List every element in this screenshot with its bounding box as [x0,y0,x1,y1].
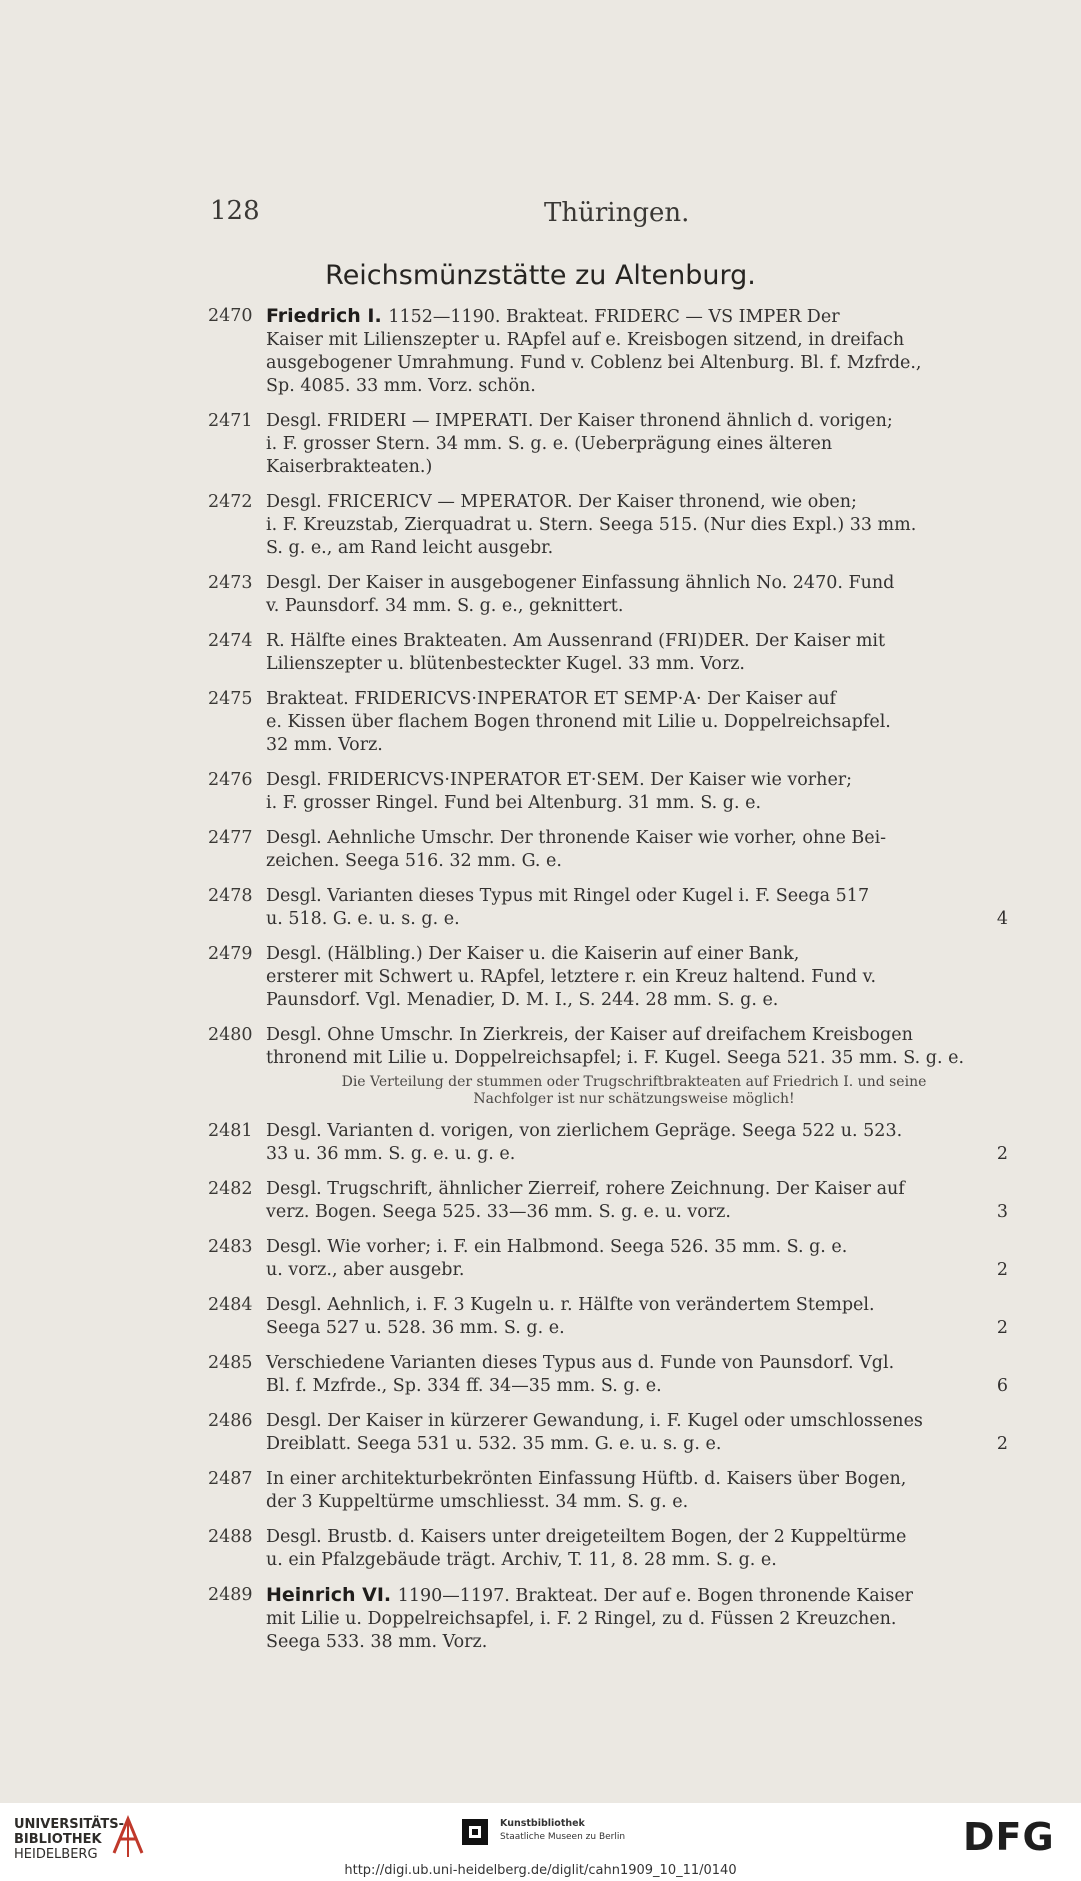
entry-line: Kaiser mit Lilienszepter u. RApfel auf e. Kreisbogen sitzend, in dreifach [266,330,905,350]
entry-line: Seega 533. 38 mm. Vorz. [266,1632,488,1652]
entry-line: Desgl. Varianten dieses Typus mit Ringel oder Kugel i. F. Seega 517 [266,886,870,906]
entry-price: 3 [996,1202,1008,1222]
entry-number: 2478 [208,886,253,906]
entry-line: zeichen. Seega 516. 32 mm. G. e. [266,851,562,871]
library-name-line: HEIDELBERG [14,1847,98,1862]
entry-line: Desgl. FRICERICV — MPERATOR. Der Kaiser thronend, wie oben; [266,492,857,512]
entry-number: 2474 [208,631,253,651]
ub-logo-icon [106,1813,150,1859]
entry-line: i. F. grosser Stern. 34 mm. S. g. e. (Ueberprägung eines älteren [266,434,833,454]
entry-number: 2484 [208,1295,253,1315]
catalog-entry [208,1294,1008,1340]
entry-line: Desgl. Aehnliche Umschr. Der thronende Kaiser wie vorher, ohne Bei- [266,828,887,848]
entry-text [266,1410,1008,1456]
entry-price: 6 [996,1376,1008,1396]
entry-line: verz. Bogen. Seega 525. 33—36 mm. S. g. e. u. vorz. 3 [266,1202,1008,1222]
entry-number: 2488 [208,1527,253,1547]
entry-line: Desgl. Trugschrift, ähnlicher Zierreif, rohere Zeichnung. Der Kaiser auf [266,1179,905,1199]
catalog-entry [208,410,1008,479]
entry-price: 2 [996,1434,1008,1454]
entry-number: 2485 [208,1353,253,1373]
entry-number: 2487 [208,1469,253,1489]
catalog-entry [208,827,1008,873]
entry-line: u. 518. G. e. u. s. g. e. 4 [266,909,1008,929]
entry-number: 2482 [208,1179,253,1199]
library-name-line: BIBLIOTHEK [14,1832,102,1847]
entry-text [266,688,1008,757]
entry-line: Sp. 4085. 33 mm. Vorz. schön. [266,376,536,396]
catalog-entry [208,688,1008,757]
entry-line: thronend mit Lilie u. Doppelreichsapfel; i. F. Kugel. Seega 521. 35 mm. S. g. e. [266,1048,965,1068]
entry-line: Heinrich VI. 1190—1197. Brakteat. Der auf e. Bogen thronende Kaiser [266,1584,914,1606]
entry-number: 2489 [208,1585,253,1605]
entry-line: v. Paunsdorf. 34 mm. S. g. e., geknittert. [266,596,624,616]
catalog-entry [208,305,1008,398]
entry-line: Desgl. Varianten d. vorigen, von zierlichem Gepräge. Seega 522 u. 523. [266,1121,903,1141]
entry-text [266,1120,1008,1166]
catalog-entry [208,1584,1008,1654]
entry-line: Desgl. Ohne Umschr. In Zierkreis, der Kaiser auf dreifachem Kreisbogen [266,1025,913,1045]
entry-text [266,305,1008,398]
entry-text [266,1236,1008,1282]
section-title: Reichsmünzstätte zu Altenburg. [325,260,756,291]
entry-line: u. ein Pfalzgebäude trägt. Archiv, T. 11, 8. 28 mm. S. g. e. [266,1550,777,1570]
entry-text [266,1526,1008,1572]
entry-line: Kaiserbrakteaten.) [266,457,433,477]
entry-price: 4 [996,909,1008,929]
entry-line: Seega 527 u. 528. 36 mm. S. g. e. 2 [266,1318,1008,1338]
catalog-entries [208,305,1008,1666]
catalog-entry [208,630,1008,676]
entry-line: Desgl. Der Kaiser in ausgebogener Einfassung ähnlich No. 2470. Fund [266,573,895,593]
catalog-entry [208,1024,1008,1108]
entry-text [266,885,1008,931]
catalog-entry [208,769,1008,815]
entry-line: Bl. f. Mzfrde., Sp. 334 ff. 34—35 mm. S. g. e. 6 [266,1376,1008,1396]
page-header [210,196,1010,236]
entry-text [266,1024,1008,1070]
entry-line: Dreiblatt. Seega 531 u. 532. 35 mm. G. e. u. s. g. e. 2 [266,1434,1008,1454]
entry-number: 2473 [208,573,253,593]
catalog-entry [208,1468,1008,1514]
entry-line: Desgl. FRIDERI — IMPERATI. Der Kaiser thronend ähnlich d. vorigen; [266,411,893,431]
kunstbibliothek-text [500,1817,700,1844]
entry-number: 2476 [208,770,253,790]
page-number: 128 [210,196,260,226]
entry-line: Verschiedene Varianten dieses Typus aus d. Funde von Paunsdorf. Vgl. [266,1353,895,1373]
entry-line: 32 mm. Vorz. [266,735,383,755]
entry-text [266,630,1008,676]
entry-number: 2471 [208,411,253,431]
entry-text [266,1584,1008,1654]
entry-text [266,943,1008,1012]
permalink-url[interactable]: http://digi.ub.uni-heidelberg.de/diglit/cahn1909_10_11/0140 [344,1863,737,1878]
catalog-entry [208,1178,1008,1224]
kb-name: Kunstbibliothek [500,1818,585,1829]
catalog-entry [208,1526,1008,1572]
catalog-entry [208,572,1008,618]
library-name-line: UNIVERSITÄTS- [14,1817,124,1832]
footnote: Die Verteilung der stummen oder Trugschriftbrakteaten auf Friedrich I. und seine Nachfolger ist nur schätzungsweise möglich! [341,1074,927,1107]
entry-number: 2480 [208,1025,253,1045]
ruler-name: Heinrich VI. [266,1584,398,1606]
catalog-entry [208,491,1008,560]
ruler-name: Friedrich I. [266,305,389,327]
entry-number: 2470 [208,306,253,326]
entry-line: der 3 Kuppeltürme umschliesst. 34 mm. S. g. e. [266,1492,689,1512]
entry-line: Desgl. (Hälbling.) Der Kaiser u. die Kaiserin auf einer Bank, [266,944,800,964]
entry-line: S. g. e., am Rand leicht ausgebr. [266,538,554,558]
entry-line: Friedrich I. 1152—1190. Brakteat. FRIDERC — VS IMPER Der [266,305,840,327]
entry-line: Desgl. Brustb. d. Kaisers unter dreigeteiltem Bogen, der 2 Kuppeltürme [266,1527,907,1547]
entry-line: e. Kissen über flachem Bogen thronend mit Lilie u. Doppelreichsapfel. [266,712,891,732]
entry-line: In einer architekturbekrönten Einfassung Hüftb. d. Kaisers über Bogen, [266,1469,907,1489]
entry-line: u. vorz., aber ausgebr. 2 [266,1260,1008,1280]
footer-bar [0,1803,1081,1881]
catalog-entry [208,1236,1008,1282]
entry-line: i. F. grosser Ringel. Fund bei Altenburg. 31 mm. S. g. e. [266,793,762,813]
entry-text [266,1352,1008,1398]
entry-price: 2 [996,1318,1008,1338]
entry-line: 33 u. 36 mm. S. g. e. u. g. e. 2 [266,1144,1008,1164]
entry-number: 2486 [208,1411,253,1431]
catalog-entry [208,943,1008,1012]
entry-text [266,572,1008,618]
entry-text [266,410,1008,479]
catalog-entry [208,1120,1008,1166]
entry-text [266,1294,1008,1340]
entry-number: 2481 [208,1121,253,1141]
entry-number: 2479 [208,944,253,964]
entry-line: Brakteat. FRIDERICVS·INPERATOR ET SEMP·A· Der Kaiser auf [266,689,836,709]
entry-line: R. Hälfte eines Brakteaten. Am Aussenrand (FRI)DER. Der Kaiser mit [266,631,886,651]
entry-text [266,1468,1008,1514]
catalog-entry [208,1410,1008,1456]
entry-number: 2483 [208,1237,253,1257]
entry-line: Desgl. Der Kaiser in kürzerer Gewandung, i. F. Kugel oder umschlossenes [266,1411,923,1431]
catalog-entry [208,885,1008,931]
kb-sub: Staatliche Museen zu Berlin [500,1832,626,1842]
entry-price: 2 [996,1260,1008,1280]
entry-text [266,769,1008,815]
entry-line: ersterer mit Schwert u. RApfel, letztere r. ein Kreuz haltend. Fund v. [266,967,877,987]
entry-number: 2475 [208,689,253,709]
kunstbibliothek-icon [462,1819,488,1845]
entry-text [266,491,1008,560]
entry-number: 2477 [208,828,253,848]
entry-text [266,827,1008,873]
catalog-entry [208,1352,1008,1398]
entry-line: Paunsdorf. Vgl. Menadier, D. M. I., S. 244. 28 mm. S. g. e. [266,990,779,1010]
dfg-logo[interactable]: DFG [963,1815,1055,1859]
entry-line: i. F. Kreuzstab, Zierquadrat u. Stern. Seega 515. (Nur dies Expl.) 33 mm. [266,515,917,535]
entry-line: Desgl. FRIDERICVS·INPERATOR ET·SEM. Der Kaiser wie vorher; [266,770,853,790]
entry-line: Lilienszepter u. blütenbesteckter Kugel. 33 mm. Vorz. [266,654,745,674]
entry-line: ausgebogener Umrahmung. Fund v. Coblenz bei Altenburg. Bl. f. Mzfrde., [266,353,922,373]
entry-line: Desgl. Aehnlich, i. F. 3 Kugeln u. r. Hälfte von verändertem Stempel. [266,1295,875,1315]
running-title: Thüringen. [544,198,690,228]
entry-text [266,1178,1008,1224]
entry-number: 2472 [208,492,253,512]
entry-line: mit Lilie u. Doppelreichsapfel, i. F. 2 Ringel, zu d. Füssen 2 Kreuzchen. [266,1609,897,1629]
entry-line: Desgl. Wie vorher; i. F. ein Halbmond. Seega 526. 35 mm. S. g. e. [266,1237,848,1257]
entry-price: 2 [996,1144,1008,1164]
